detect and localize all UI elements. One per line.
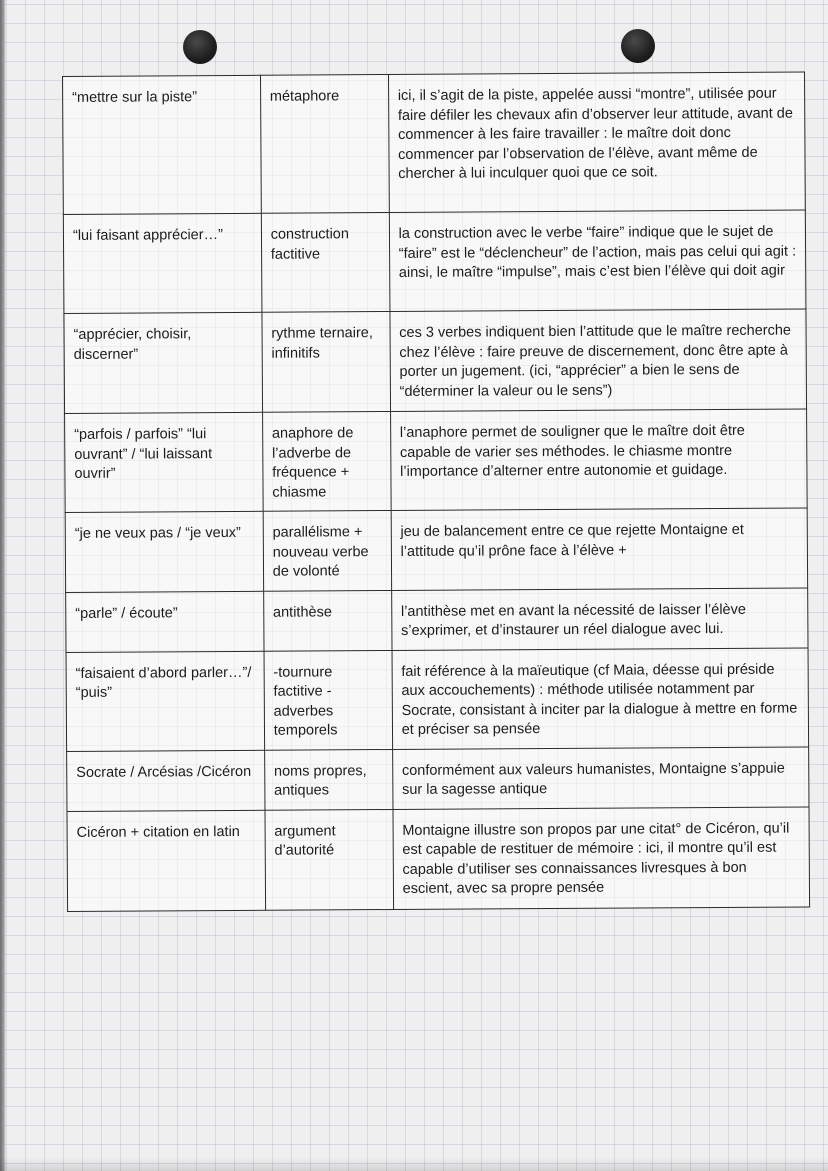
procede-cell: antithèse — [263, 590, 391, 651]
analysis-table-body — [63, 72, 810, 911]
citation-cell: “je ne veux pas / “je veux” — [65, 511, 263, 592]
table-row — [67, 746, 809, 811]
analysis-table — [62, 71, 810, 911]
table-row — [63, 210, 806, 314]
citation-cell: “parle” / écoute” — [66, 591, 264, 652]
interpretation-cell: l’antithèse met en avant la nécessité de laisser l’élève s’exprimer, et d’instaurer un réel dialogue avec lui. — [391, 587, 808, 650]
table-row — [65, 508, 807, 592]
interpretation-cell: jeu de balancement entre ce que rejette Montaigne et l’attitude qu’il prône face à l’élève + — [391, 508, 808, 590]
citation-cell: “apprécier, choisir, discerner” — [64, 312, 262, 413]
procede-cell: argument d’autorité — [265, 809, 394, 910]
procede-cell: construction factitive — [261, 213, 390, 313]
table-row — [67, 806, 810, 911]
punch-hole-right — [621, 29, 655, 63]
citation-cell: Socrate / Arcésias /Cicéron — [67, 750, 265, 811]
interpretation-cell: l’anaphore permet de souligner que le maître doit être capable de varier ses méthodes. le chiasme montre l’importance d’alterner entre autonomie et guidage. — [390, 409, 807, 511]
citation-cell: Cicéron + citation en latin — [67, 810, 265, 911]
table-row — [66, 647, 809, 751]
procede-cell: métaphore — [260, 75, 389, 214]
punch-hole-left — [183, 30, 217, 64]
interpretation-cell: conformément aux valeurs humanistes, Montaigne s’appuie sur la sagesse antique — [392, 746, 809, 809]
interpretation-cell: ces 3 verbes indiquent bien l’attitude que le maître recherche chez l’élève : faire preuve de discernement, donc être apte à porter un jugement. (ici, “apprécier” a bien le sens de “déterminer la valeur ou le sens”) — [390, 309, 807, 412]
citation-cell: “lui faisant apprécier…” — [63, 213, 261, 313]
citation-cell: “mettre sur la piste” — [63, 75, 262, 214]
procede-cell: rythme ternaire, infinitifs — [262, 312, 391, 413]
citation-cell: “parfois / parfois” “lui ouvrant” / “lui laissant ouvrir” — [65, 412, 263, 512]
table-row — [66, 587, 808, 652]
interpretation-cell: la construction avec le verbe “faire” indique que le sujet de “faire” est le “déclencheur” de l’action, mais pas celui qui agit : ainsi, le maître “impulse”, mais c’est bien l’élève qui doit agir — [389, 210, 806, 312]
table-row — [63, 72, 806, 215]
interpretation-cell: ici, il s’agit de la piste, appelée aussi “montre”, utilisée pour faire défiler les chevaux afin d’observer leur attitude, avant de commencer à les faire travailler : le maître doit donc commencer par l’observation de l’élève, avant même de chercher à lui inculquer quoi que ce soit. — [388, 72, 805, 213]
procede-cell: anaphore de l’adverbe de fréquence + chiasme — [262, 412, 391, 512]
citation-cell: “faisaient d’abord parler…”/ “puis” — [66, 651, 264, 751]
table-row — [64, 309, 807, 414]
procede-cell: -tournure factitive - adverbes temporels — [264, 650, 393, 750]
bottom-shade — [0, 1157, 828, 1171]
interpretation-cell: fait référence à la maïeutique (cf Maia, déesse qui préside aux accouchements) : méthode utilisée notamment par Socrate, consistant à inciter par la dialogue à mettre en forme et préciser sa pensée — [392, 647, 809, 749]
interpretation-cell: Montaigne illustre son propos par une citat° de Cicéron, qu’il est capable de restituer de mémoire : ici, il montre qu’il est capable d’utiliser ses connaissances livresques à bon escient, avec sa propre pensée — [393, 806, 810, 909]
procede-cell: parallélisme + nouveau verbe de volonté — [263, 510, 391, 590]
table-row — [65, 409, 808, 513]
procede-cell: noms propres, antiques — [264, 749, 392, 810]
paper-edge — [0, 0, 6, 1171]
